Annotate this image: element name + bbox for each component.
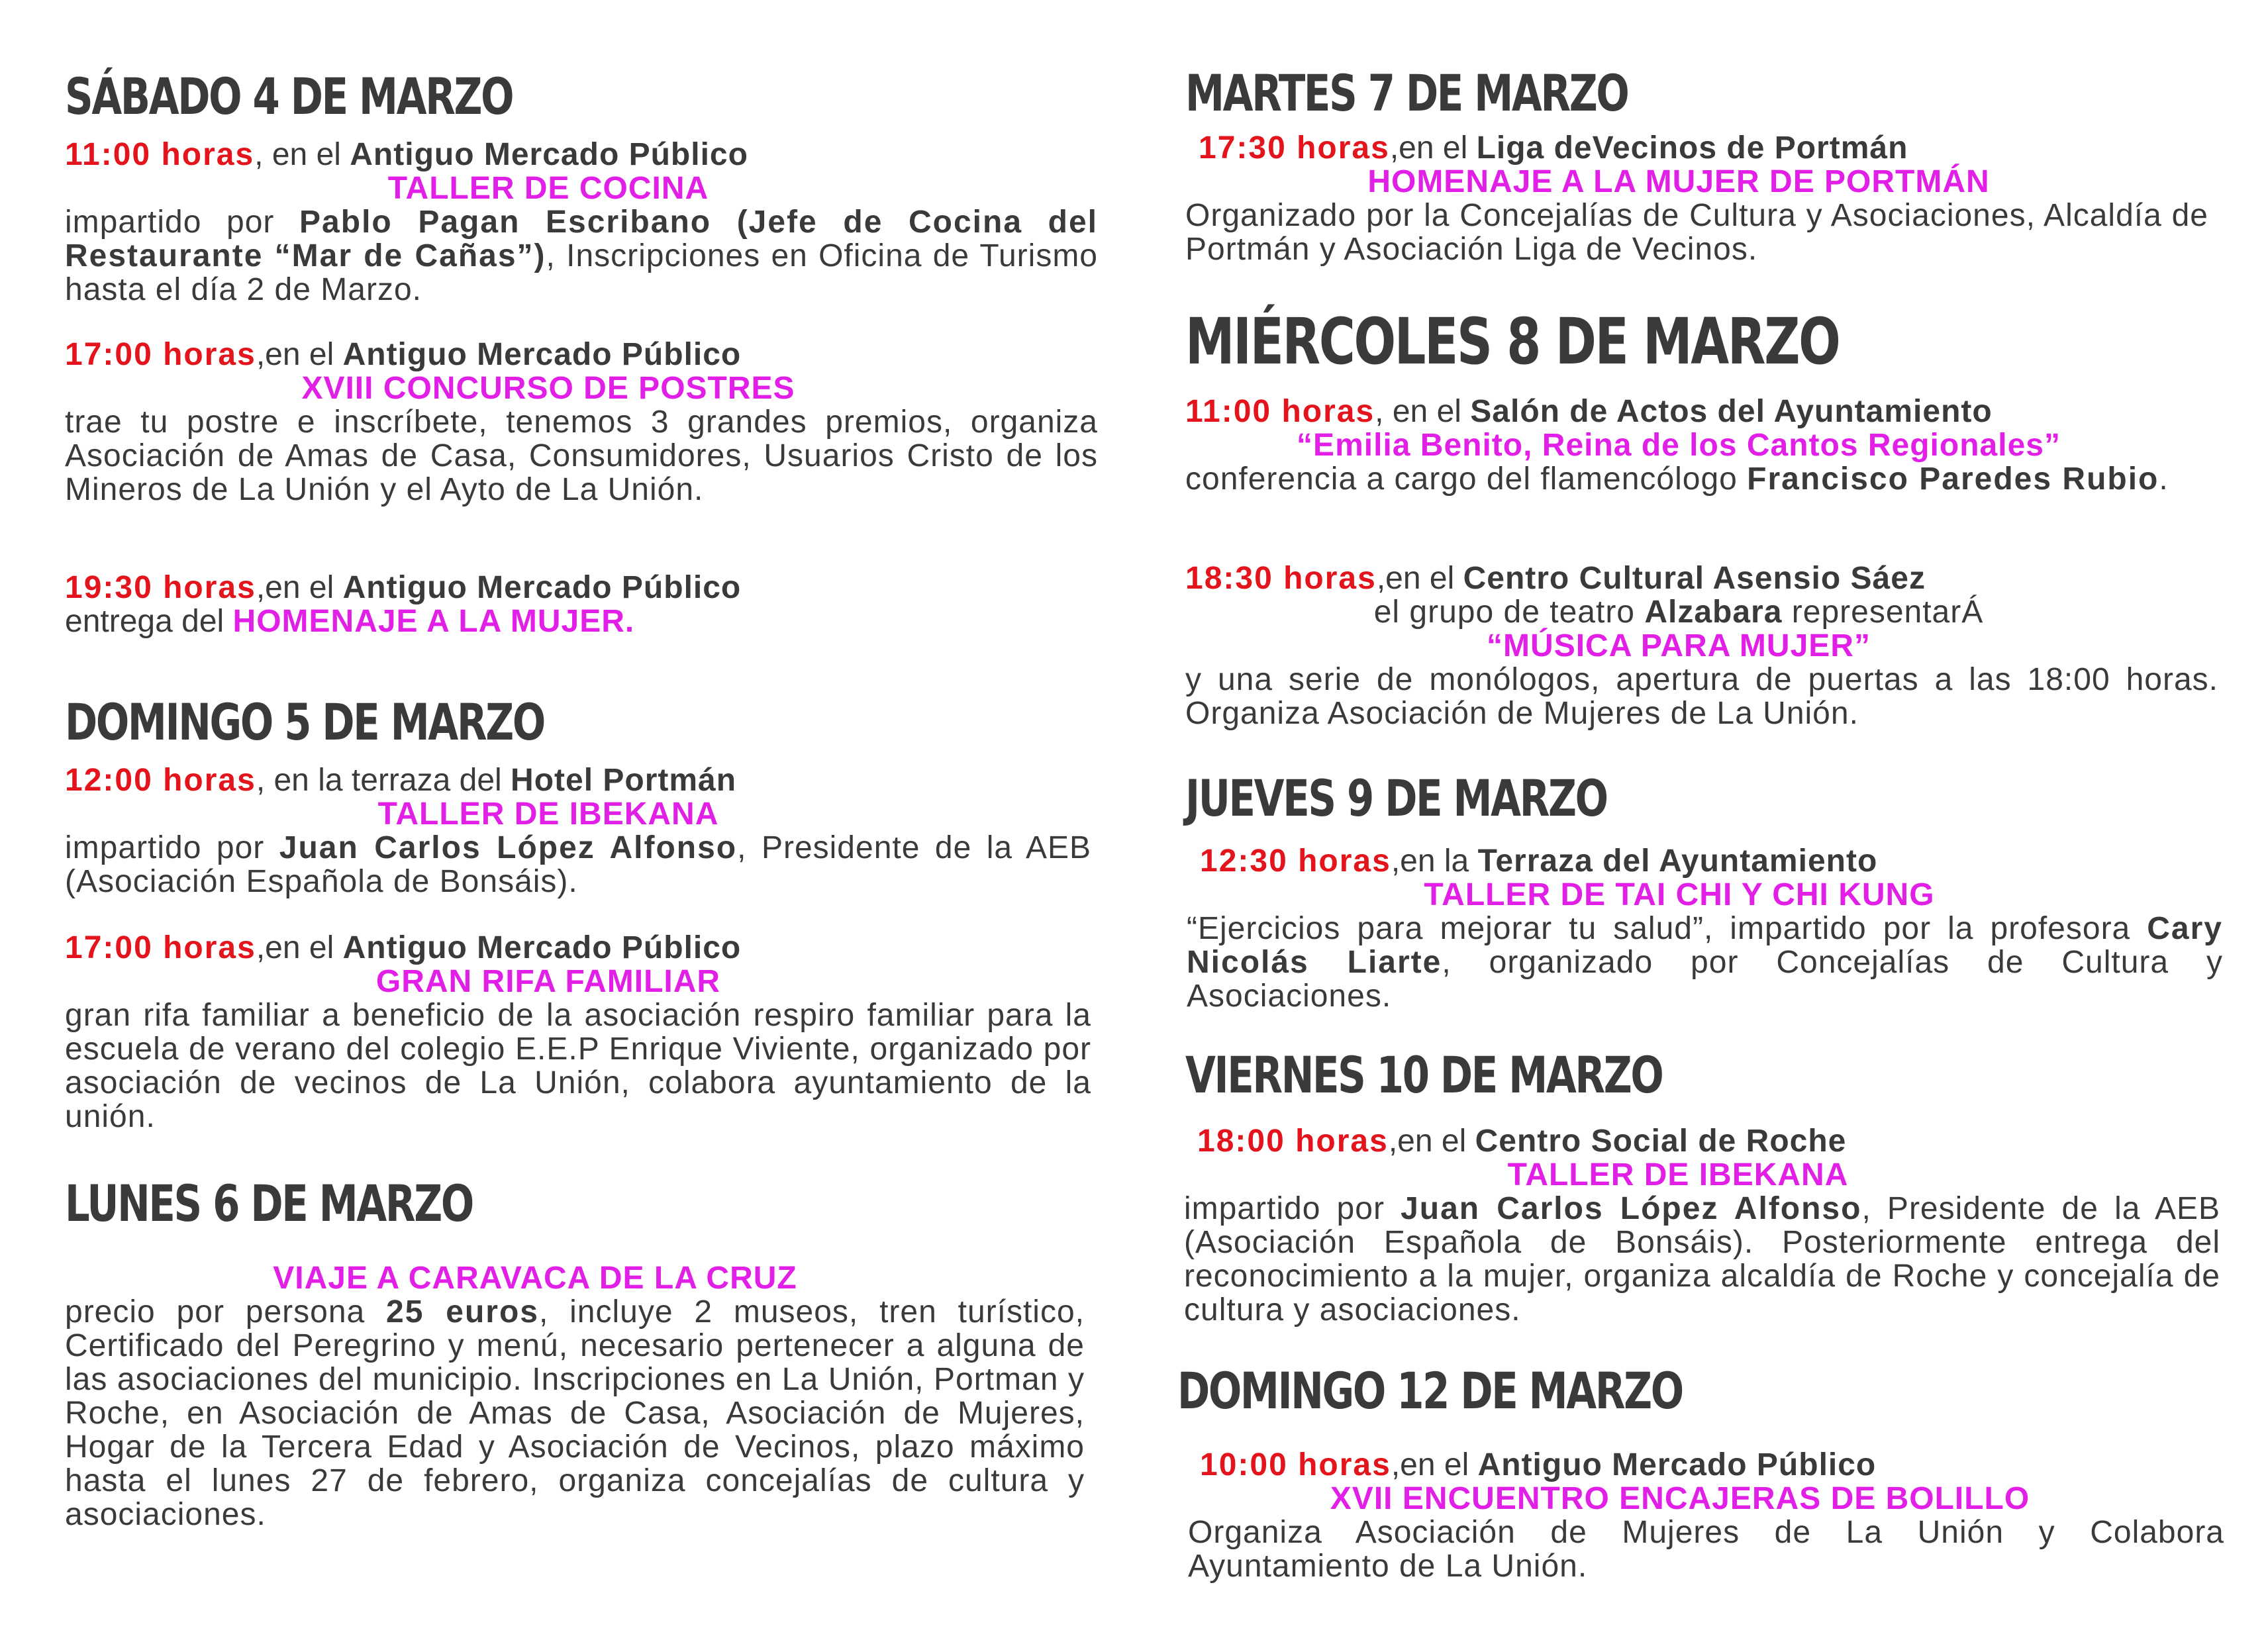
event-place: Centro Social de Roche	[1475, 1124, 1847, 1159]
event-sep: ,en el	[1388, 1124, 1475, 1159]
day-heading-viernes: VIERNES 10 DE MARZO	[1185, 1045, 1663, 1104]
desc-bold: Pablo Pagan Escribano (Jefe de Cocina del Restaurante “Mar de Cañas”)	[65, 205, 1098, 273]
event-description	[1185, 462, 2218, 496]
event-tue-1	[1199, 131, 2225, 165]
event-description: y una serie de monólogos, apertura de puertas a las 18:00 horas. Organiza Asociación de Mujeres de La Unión.	[1185, 662, 2218, 731]
event-description	[65, 1295, 1085, 1531]
event-header	[1200, 1448, 2225, 1482]
event-place: Hotel Portmán	[511, 763, 737, 798]
event-sep: , en la terraza del	[256, 763, 511, 798]
desc-text: entrega del	[65, 604, 233, 639]
event-title: HOMENAJE A LA MUJER DE PORTMÁN	[1367, 164, 1990, 199]
event-header	[1185, 395, 2225, 428]
event-title: XVIII CONCURSO DE POSTRES	[301, 371, 795, 406]
event-header	[65, 338, 1098, 371]
event-sep: , en el	[1375, 394, 1471, 429]
event-place: Antiguo Mercado Público	[350, 137, 748, 172]
event-description	[1187, 912, 2223, 1013]
event-sep: ,en el	[1391, 1447, 1478, 1482]
desc-text: .	[2159, 461, 2169, 497]
event-description: gran rifa familiar a beneficio de la asociación respiro familiar para la escuela de verano del colegio E.E.P Enrique Viviente, organizado por asociación de vecinos de La Unión, colabora ayuntamiento de la unión.	[65, 998, 1091, 1134]
event-time: 17:30 horas	[1199, 130, 1390, 166]
event-tue-1-body	[1185, 165, 2225, 266]
event-fri-1-body	[1184, 1158, 2225, 1327]
event-place: Terraza del Ayuntamiento	[1477, 844, 1878, 879]
event-place: Centro Cultural Asensio Sáez	[1463, 561, 1926, 596]
day-heading-domingo-12: DOMINGO 12 DE MARZO	[1177, 1361, 1683, 1420]
event-description: Organiza Asociación de Mujeres de La Unión y Colabora Ayuntamiento de La Unión.	[1188, 1515, 2224, 1584]
event-sat-3	[65, 571, 1098, 638]
desc-text: precio por persona	[65, 1294, 387, 1329]
day-heading-martes: MARTES 7 DE MARZO	[1185, 64, 1628, 122]
event-description	[65, 831, 1091, 898]
desc-text: , organizado por Concejalías de Cultura y Asociaciones.	[1187, 945, 2224, 1014]
event-time: 17:00 horas	[65, 337, 256, 372]
event-sun12-1	[1200, 1448, 2225, 1482]
event-subtitle	[1132, 595, 2225, 629]
day-heading-domingo-5: DOMINGO 5 DE MARZO	[65, 693, 544, 751]
event-header	[1185, 561, 2225, 595]
day-heading-miercoles: MIÉRCOLES 8 DE MARZO	[1185, 305, 1840, 379]
event-mon-1	[65, 1261, 1098, 1531]
event-time: 19:30 horas	[65, 570, 256, 605]
desc-text: impartido por	[65, 205, 300, 240]
desc-bold: Francisco Paredes Rubio	[1747, 461, 2159, 497]
event-sat-1	[65, 138, 1098, 307]
desc-text: , incluye 2 museos, tren turístico, Certificado del Peregrino y menú, necesario pertenecer a alguna de las asociaciones del municipio. Inscripciones en La Unión, Portman y Roche, en Asociación de Amas de Casa, Asociación de Mujeres, Hogar de la Tercera Edad y Asociación de Vecinos, plazo máximo hasta el lunes 27 de febrero, organiza concejalías de cultura y asociaciones.	[65, 1294, 1085, 1532]
event-sun5-2	[65, 931, 1098, 1134]
event-header	[65, 138, 1098, 171]
event-wed-2	[1185, 561, 2225, 730]
event-time: 12:00 horas	[65, 763, 256, 798]
event-time: 17:00 horas	[65, 930, 256, 965]
event-header	[65, 763, 1098, 797]
event-fri-1	[1197, 1124, 2225, 1158]
event-title: TALLER DE IBEKANA	[1507, 1157, 1849, 1192]
event-sep: ,en el	[1376, 561, 1463, 596]
event-description	[65, 604, 1098, 638]
event-title: VIAJE A CARAVACA DE LA CRUZ	[273, 1261, 797, 1296]
event-time: 12:30 horas	[1200, 844, 1391, 879]
event-sep: ,en el	[256, 930, 343, 965]
event-header	[65, 571, 1098, 604]
event-description	[65, 205, 1098, 307]
event-wed-1	[1185, 395, 2225, 496]
desc-text: , Presidente de la AEB (Asociación Española de Bonsáis). Posteriormente entrega del reconocimiento a la mujer, organiza alcaldía de Roche y concejalía de cultura y asociaciones.	[1184, 1191, 2220, 1328]
desc-bold: Juan Carlos López Alfonso	[279, 830, 738, 865]
event-time: 18:00 horas	[1197, 1124, 1389, 1159]
event-title: TALLER DE TAI CHI Y CHI KUNG	[1424, 877, 1935, 912]
day-heading-jueves: JUEVES 9 DE MARZO	[1185, 769, 1607, 828]
desc-bold: Juan Carlos López Alfonso	[1401, 1191, 1862, 1226]
event-time: 18:30 horas	[1185, 561, 1377, 596]
desc-text: , Presidente de la AEB (Asociación Española de Bonsáis).	[65, 830, 1091, 899]
event-title: XVII ENCUENTRO ENCAJERAS DE BOLILLO	[1330, 1481, 2030, 1516]
event-title: TALLER DE IBEKANA	[377, 797, 719, 832]
subtitle-text: el grupo de teatro	[1373, 595, 1645, 630]
event-description: Organizado por la Concejalías de Cultura y Asociaciones, Alcaldía de Portmán y Asociación Liga de Vecinos.	[1185, 198, 2208, 267]
day-heading-lunes: LUNES 6 DE MARZO	[65, 1174, 473, 1233]
event-time: 10:00 horas	[1200, 1447, 1391, 1482]
event-sep: ,en el	[256, 337, 343, 372]
event-description	[1184, 1192, 2220, 1327]
event-title: TALLER DE COCINA	[387, 171, 709, 206]
event-place: Antiguo Mercado Público	[342, 930, 742, 965]
event-thu-1-body	[1187, 878, 2225, 1013]
desc-text: impartido por	[65, 830, 279, 865]
event-place: Salón de Actos del Ayuntamiento	[1470, 394, 1993, 429]
event-place: Antiguo Mercado Público	[342, 337, 742, 372]
subtitle-bold: Alzabara	[1644, 595, 1783, 630]
desc-text: , Inscripciones en Oficina de Turismo hasta el día 2 de Marzo.	[65, 238, 1098, 307]
event-header	[1199, 131, 2225, 165]
event-sep: ,en el	[256, 570, 343, 605]
event-header	[1197, 1124, 2225, 1158]
event-sep: , en el	[254, 137, 350, 172]
event-description: trae tu postre e inscríbete, tenemos 3 grandes premios, organiza Asociación de Amas de Casa, Consumidores, Usuarios Cristo de los Mineros de La Unión y el Ayto de La Unión.	[65, 405, 1098, 507]
event-sun12-1-body	[1188, 1482, 2225, 1583]
event-thu-1	[1200, 844, 2225, 878]
event-time: 11:00 horas	[65, 137, 255, 172]
subtitle-text: representarÁ	[1782, 595, 1984, 630]
event-place: Antiguo Mercado Público	[1477, 1447, 1877, 1482]
desc-text: impartido por	[1184, 1191, 1401, 1226]
day-heading-sabado: SÁBADO 4 DE MARZO	[65, 67, 513, 126]
event-place: Liga deVecinos de Portmán	[1476, 130, 1908, 166]
desc-title: HOMENAJE A LA MUJER.	[232, 604, 635, 639]
desc-text: conferencia a cargo del flamencólogo	[1185, 461, 1748, 497]
desc-text: “Ejercicios para mejorar tu salud”, impartido por la profesora	[1187, 911, 2147, 946]
event-title: “Emilia Benito, Reina de los Cantos Regionales”	[1297, 428, 2061, 463]
event-header	[1200, 844, 2225, 878]
event-place: Antiguo Mercado Público	[342, 570, 742, 605]
desc-bold: 25 euros	[386, 1294, 539, 1329]
event-title: “MÚSICA PARA MUJER”	[1487, 628, 1871, 663]
event-title: GRAN RIFA FAMILIAR	[375, 964, 721, 999]
event-sep: ,en la	[1391, 844, 1478, 879]
event-sun5-1	[65, 763, 1098, 898]
event-sat-2	[65, 338, 1098, 507]
event-header	[65, 931, 1098, 965]
event-time: 11:00 horas	[1185, 394, 1375, 429]
desc-bold: Cary Nicolás Liarte	[1187, 911, 2223, 980]
event-sep: ,en el	[1389, 130, 1477, 166]
